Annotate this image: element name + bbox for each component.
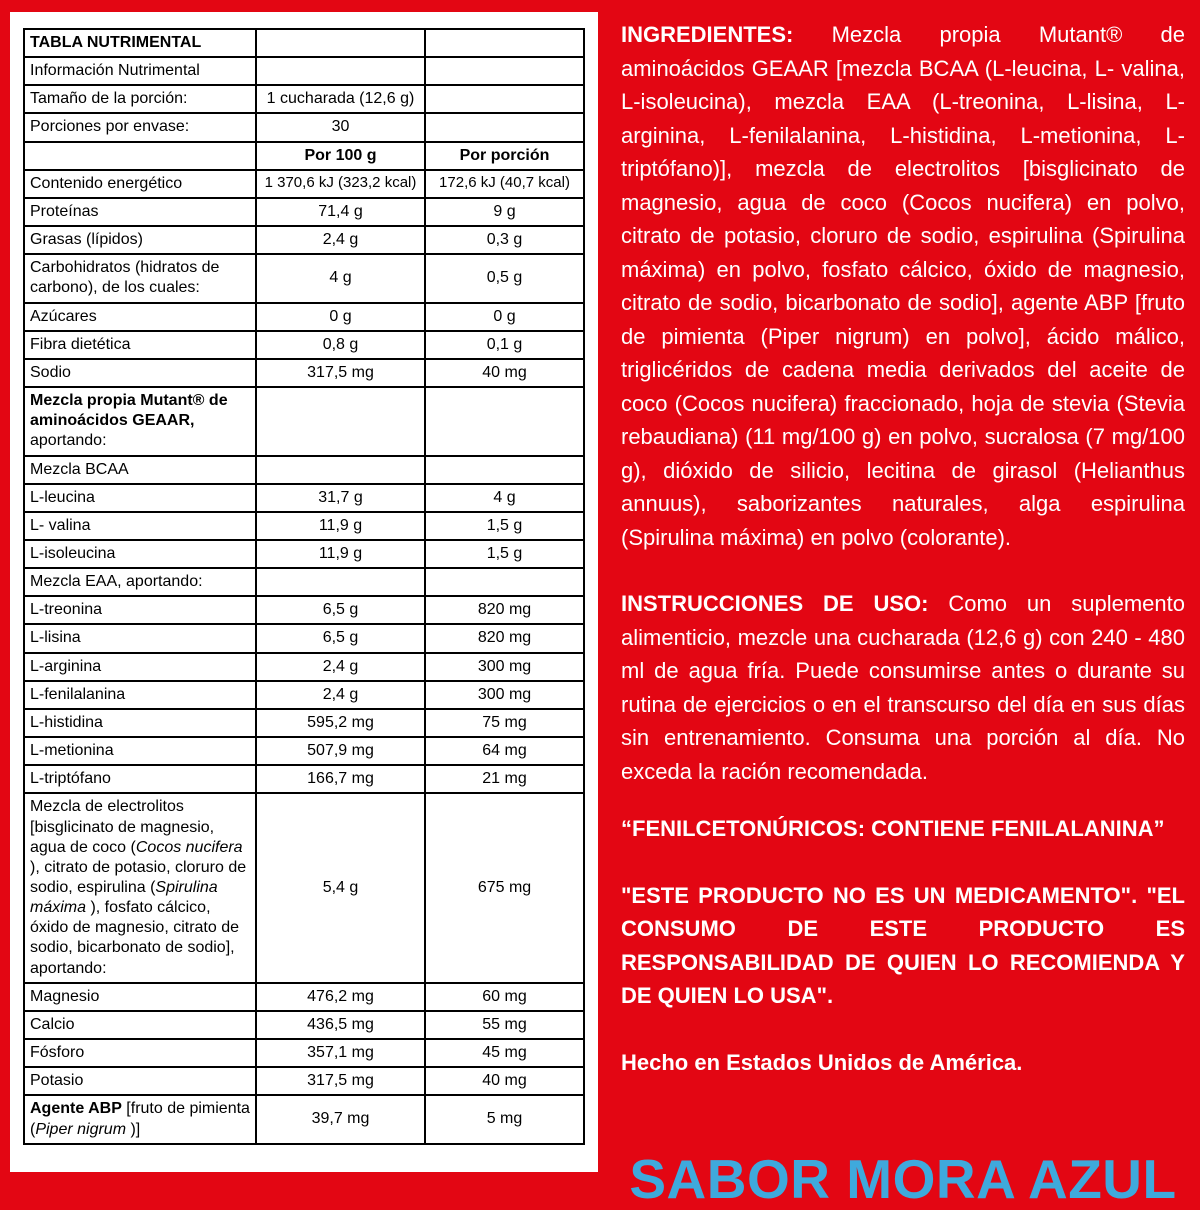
made-in-statement: Hecho en Estados Unidos de América. xyxy=(621,1049,1023,1075)
table-row xyxy=(24,1011,584,1039)
empty-cell xyxy=(256,456,425,484)
abp-latin-name: Piper nigrum xyxy=(35,1120,127,1138)
nutrient-label: Magnesio xyxy=(24,983,256,1011)
per-100g-value: 39,7 mg xyxy=(256,1095,425,1143)
per-100g-value: 317,5 mg xyxy=(256,359,425,387)
per-portion-value: 1,5 g xyxy=(425,540,584,568)
per-100g-value: 5,4 g xyxy=(256,793,425,982)
phenylketonurics-warning: “FENILCETONÚRICOS: CONTIENE FENILALANINA” xyxy=(621,816,1165,841)
per-portion-value: 820 mg xyxy=(425,596,584,624)
table-row xyxy=(24,568,584,596)
per-portion-value: 172,6 kJ (40,7 kcal) xyxy=(425,170,584,198)
nutrient-label: Mezcla BCAA xyxy=(24,456,256,484)
nutrient-label: Mezcla EAA, aportando: xyxy=(24,568,256,596)
table-row xyxy=(24,737,584,765)
table-row-title xyxy=(24,29,584,57)
table-row xyxy=(24,85,584,113)
per-100g-value: 317,5 mg xyxy=(256,1067,425,1095)
serving-size-label: Tamaño de la porción: xyxy=(24,85,256,113)
table-row xyxy=(24,198,584,226)
empty-cell xyxy=(256,57,425,85)
per-portion-value: 820 mg xyxy=(425,624,584,652)
nutrition-panel xyxy=(10,12,598,1172)
electrolytes-label xyxy=(24,793,256,982)
per-100g-value: 6,5 g xyxy=(256,624,425,652)
abp-agent-text: )] xyxy=(126,1120,141,1138)
nutrient-label: Potasio xyxy=(24,1067,256,1095)
table-row xyxy=(24,359,584,387)
empty-cell xyxy=(24,142,256,170)
per-100g-value: 1 370,6 kJ (323,2 kcal) xyxy=(256,170,425,198)
table-row xyxy=(24,1067,584,1095)
empty-cell xyxy=(256,387,425,455)
per-100g-value: 4 g xyxy=(256,254,425,302)
blend-label xyxy=(24,387,256,455)
per-100g-value: 0,8 g xyxy=(256,331,425,359)
nutrient-label: Azúcares xyxy=(24,303,256,331)
nutrient-label: Proteínas xyxy=(24,198,256,226)
per-100g-value: 507,9 mg xyxy=(256,737,425,765)
nutrient-label: L-lisina xyxy=(24,624,256,652)
table-row-geaar-blend xyxy=(24,387,584,455)
empty-cell xyxy=(425,568,584,596)
per-portion-value: 0,3 g xyxy=(425,226,584,254)
per-portion-value: 0 g xyxy=(425,303,584,331)
empty-cell xyxy=(425,57,584,85)
blend-label-bold: Mezcla propia Mutant® de aminoácidos GEAAR, xyxy=(30,392,228,430)
empty-cell xyxy=(425,387,584,455)
abp-agent-text: [fruto de pimienta ( xyxy=(30,1100,250,1138)
per-portion-value: 40 mg xyxy=(425,359,584,387)
per-100g-value: 11,9 g xyxy=(256,512,425,540)
per-portion-value: 9 g xyxy=(425,198,584,226)
servings-per-container-label: Porciones por envase: xyxy=(24,113,256,141)
nutrient-label: L-fenilalanina xyxy=(24,681,256,709)
nutrient-label: Fósforo xyxy=(24,1039,256,1067)
empty-cell xyxy=(256,29,425,57)
instructions-body: Como un suplemento alimenticio, mezcle una cucharada (12,6 g) con 240 - 480 ml de agua fría. Puede consumirse antes o durante su rutina de ejercicios o en el transcurso del día en sus días sin entrenamiento. Consuma una porción al día. No exceda la ración recomendada. xyxy=(621,591,1185,784)
table-row xyxy=(24,765,584,793)
table-row xyxy=(24,709,584,737)
table-row xyxy=(24,170,584,198)
per-portion-value: 40 mg xyxy=(425,1067,584,1095)
electrolytes-text: ), citrato de potasio, cloruro de sodio, espirulina ( xyxy=(30,858,247,896)
table-row xyxy=(24,456,584,484)
per-portion-value: 0,5 g xyxy=(425,254,584,302)
table-row xyxy=(24,254,584,302)
table-row xyxy=(24,512,584,540)
nutrient-label: L-arginina xyxy=(24,653,256,681)
ingredients-paragraph xyxy=(621,18,1185,554)
empty-cell xyxy=(256,568,425,596)
abp-agent-name: Agente ABP xyxy=(30,1100,122,1118)
empty-cell xyxy=(425,85,584,113)
not-a-medicine-disclaimer: "ESTE PRODUCTO NO ES UN MEDICAMENTO". "EL CONSUMO DE ESTE PRODUCTO ES RESPONSABILIDAD DE QUIEN LO RECOMIENDA Y DE QUIEN LO USA". xyxy=(621,882,1185,1008)
per-100g-header: Por 100 g xyxy=(256,142,425,170)
servings-per-container-value: 30 xyxy=(256,113,425,141)
per-100g-value: 436,5 mg xyxy=(256,1011,425,1039)
per-portion-value: 4 g xyxy=(425,484,584,512)
empty-cell xyxy=(425,29,584,57)
per-100g-value: 2,4 g xyxy=(256,681,425,709)
ingredients-heading: INGREDIENTES: xyxy=(621,22,794,47)
nutrient-label: L-leucina xyxy=(24,484,256,512)
abp-agent-label xyxy=(24,1095,256,1143)
table-row xyxy=(24,653,584,681)
table-row xyxy=(24,983,584,1011)
empty-cell xyxy=(425,456,584,484)
table-row xyxy=(24,596,584,624)
per-portion-value: 5 mg xyxy=(425,1095,584,1143)
nutrient-label: Contenido energético xyxy=(24,170,256,198)
nutrient-label: Grasas (lípidos) xyxy=(24,226,256,254)
per-100g-value: 6,5 g xyxy=(256,596,425,624)
table-row xyxy=(24,681,584,709)
per-100g-value: 166,7 mg xyxy=(256,765,425,793)
per-100g-value: 71,4 g xyxy=(256,198,425,226)
table-row-electrolytes xyxy=(24,793,584,982)
per-portion-value: 675 mg xyxy=(425,793,584,982)
per-100g-value: 0 g xyxy=(256,303,425,331)
nutrient-label: L-triptófano xyxy=(24,765,256,793)
per-100g-value: 2,4 g xyxy=(256,653,425,681)
table-row xyxy=(24,540,584,568)
per-portion-value: 60 mg xyxy=(425,983,584,1011)
nutrition-table xyxy=(23,28,585,1145)
electrolytes-latin-name: Cocos nucifera xyxy=(135,838,243,856)
nutrient-label: L-treonina xyxy=(24,596,256,624)
empty-cell xyxy=(425,113,584,141)
table-row xyxy=(24,113,584,141)
nutrient-label: Sodio xyxy=(24,359,256,387)
per-portion-value: 0,1 g xyxy=(425,331,584,359)
per-100g-value: 31,7 g xyxy=(256,484,425,512)
per-portion-value: 1,5 g xyxy=(425,512,584,540)
per-portion-value: 55 mg xyxy=(425,1011,584,1039)
nutrient-label: L-histidina xyxy=(24,709,256,737)
per-portion-value: 45 mg xyxy=(425,1039,584,1067)
info-column xyxy=(621,18,1185,1209)
instructions-paragraph xyxy=(621,587,1185,788)
nutrient-label: Carbohidratos (hidratos de carbono), de los cuales: xyxy=(24,254,256,302)
table-row xyxy=(24,1039,584,1067)
nutrient-label: L-isoleucina xyxy=(24,540,256,568)
per-portion-value: 75 mg xyxy=(425,709,584,737)
per-100g-value: 2,4 g xyxy=(256,226,425,254)
nutrient-label: Calcio xyxy=(24,1011,256,1039)
electrolytes-text: ), fosfato cálcico, óxido de magnesio, citrato de sodio, bicarbonato de sodio], aportando: xyxy=(30,899,240,977)
per-portion-value: 64 mg xyxy=(425,737,584,765)
per-portion-value: 300 mg xyxy=(425,681,584,709)
per-portion-value: 300 mg xyxy=(425,653,584,681)
table-row-column-headers xyxy=(24,142,584,170)
blend-label-rest: aportando: xyxy=(30,432,107,450)
instructions-heading: INSTRUCCIONES DE USO: xyxy=(621,591,929,616)
table-title: TABLA NUTRIMENTAL xyxy=(24,29,256,57)
table-row xyxy=(24,484,584,512)
table-row xyxy=(24,57,584,85)
nutrient-label: Fibra dietética xyxy=(24,331,256,359)
electrolytes-latin-name: Spirulina máxima xyxy=(30,879,218,917)
per-portion-header: Por porción xyxy=(425,142,584,170)
per-portion-value: 21 mg xyxy=(425,765,584,793)
per-100g-value: 595,2 mg xyxy=(256,709,425,737)
serving-size-value: 1 cucharada (12,6 g) xyxy=(256,85,425,113)
electrolytes-text: Mezcla de electrolitos [bisglicinato de magnesio, agua de coco ( xyxy=(30,798,215,856)
nutrient-label: L- valina xyxy=(24,512,256,540)
nutrient-label: L-metionina xyxy=(24,737,256,765)
ingredients-body: Mezcla propia Mutant® de aminoácidos GEAAR [mezcla BCAA (L-leucina, L- valina, L-isoleucina), mezcla EAA (L-treonina, L-lisina, L-arginina, L-fenilalanina, L-histidina, L-metionina, L-triptófano)], mezcla de electrolitos [bisglicinato de magnesio, agua de coco (Cocos nucifera) en polvo, citrato de potasio, cloruro de sodio, espirulina (Spirulina máxima) en polvo, fosfato cálcico, óxido de magnesio, citrato de sodio, bicarbonato de sodio], agente ABP [fruto de pimienta (Piper nigrum) en polvo], ácido málico, triglicéridos de cadena media derivados del aceite de coco (Cocos nucifera) fraccionado, hoja de stevia (Stevia rebaudiana) (11 mg/100 g) en polvo, sucralosa (7 mg/100 g), dióxido de silicio, lecitina de girasol (Helianthus annuus), saborizantes naturales, alga espirulina (Spirulina máxima) en polvo (colorante). xyxy=(621,22,1185,550)
table-subtitle: Información Nutrimental xyxy=(24,57,256,85)
flavor-name: SABOR MORA AZUL xyxy=(629,1148,1177,1210)
per-100g-value: 357,1 mg xyxy=(256,1039,425,1067)
per-100g-value: 476,2 mg xyxy=(256,983,425,1011)
table-row xyxy=(24,303,584,331)
table-row xyxy=(24,624,584,652)
table-row xyxy=(24,226,584,254)
table-row xyxy=(24,331,584,359)
table-row-abp-agent xyxy=(24,1095,584,1143)
per-100g-value: 11,9 g xyxy=(256,540,425,568)
